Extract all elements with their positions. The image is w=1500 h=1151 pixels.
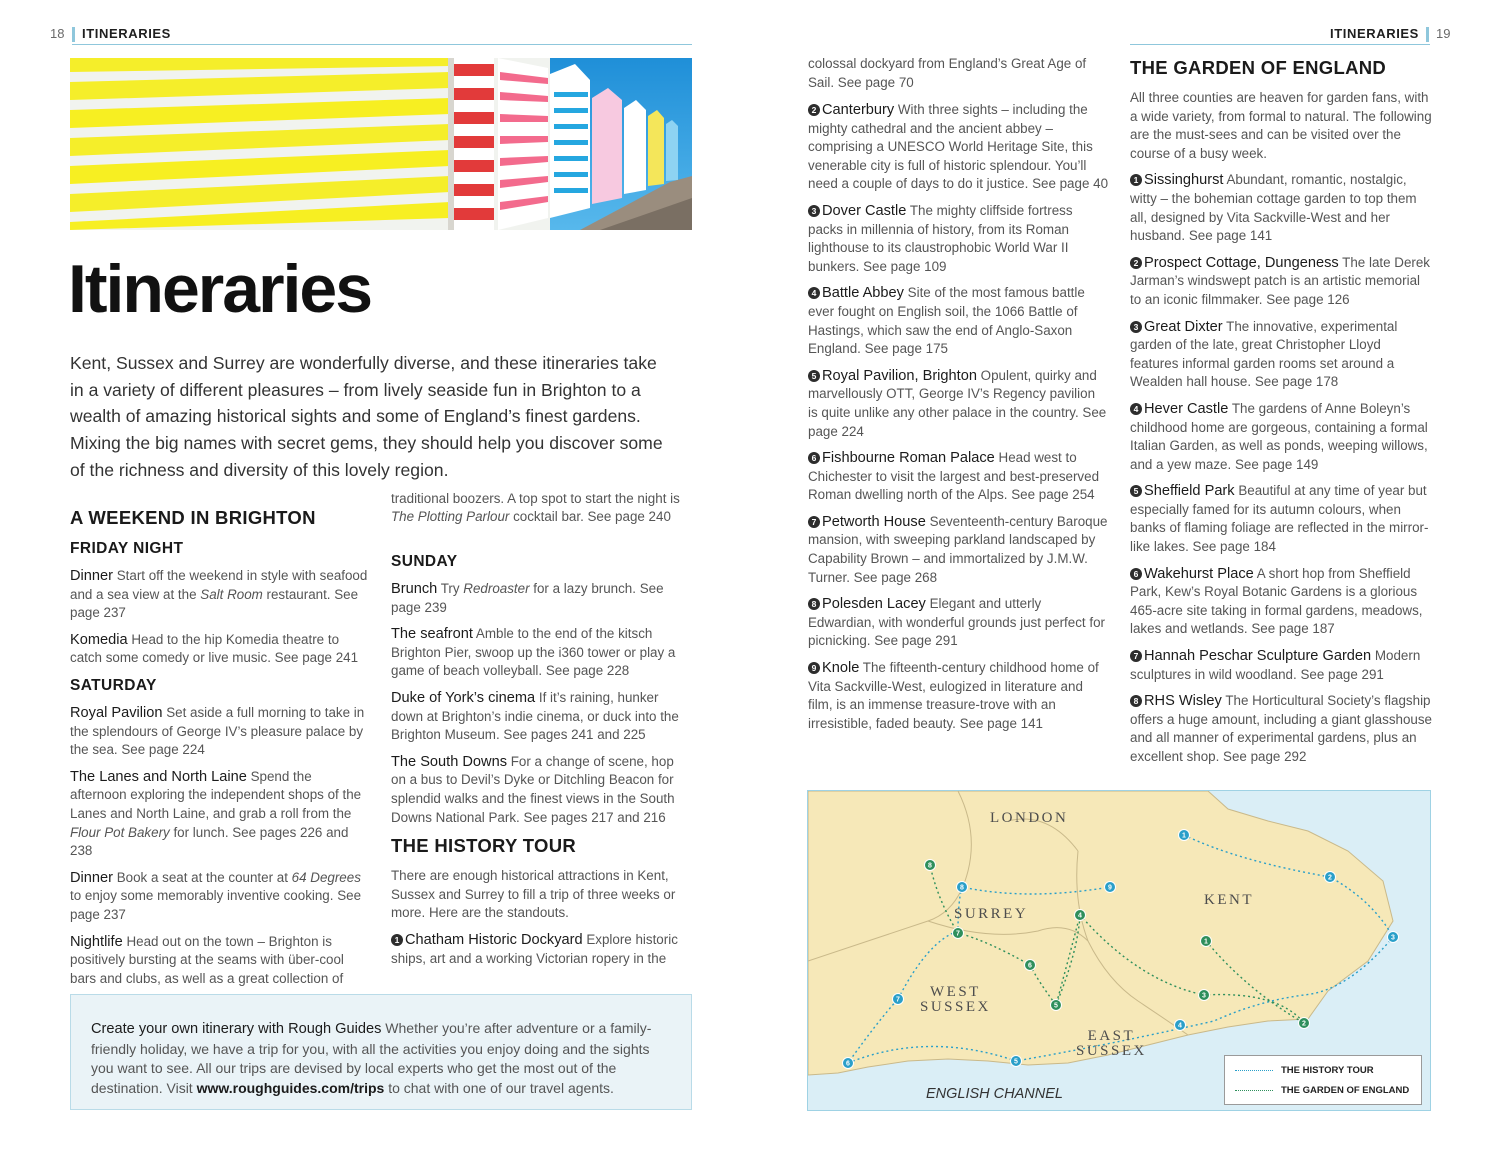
history-heading: THE HISTORY TOUR [391,835,577,857]
legend-garden-label: THE GARDEN OF ENGLAND [1281,1085,1410,1096]
weekend-heading: A WEEKEND IN BRIGHTON [70,507,316,528]
garden-item: 5 Sheffield Park Beautiful at any time of year but especially famed for its autumn colours, when banks of flaming foliage are reflected in the mirror-like lakes. See page 184 [1130,483,1429,555]
legend-history-label: THE HISTORY TOUR [1281,1065,1374,1076]
garden-item: 6 Wakehurst Place A short hop from Sheffield Park, Kew’s Royal Botanic Gardens is a glorious 465-acre site taking in formal gardens, meadows, lakes and wetlands. See page 187 [1130,565,1423,637]
map-legend [1224,1055,1422,1105]
sunday-heading: SUNDAY [391,553,458,570]
history-item: 2 Canterbury With three sights – including the mighty cathedral and the ancient abbey – comprising a UNESCO World Heritage Site, this venerable city is full of historic splendour. You’ll need a couple of days to do it justice. See page 40 [808,102,1109,192]
header-rule [72,44,692,45]
svg-text:4: 4 [1178,1022,1182,1030]
map-label-london: LONDON [990,810,1069,826]
intro-paragraph: Kent, Sussex and Surrey are wonderfully diverse, and these itineraries take in a variety of different pleasures – from lively seaside fun in Brighton to a wealth of amazing historical sights and some of England’s finest gardens. Mixing the big names with secret gems, they should help you discover some of the richness and diversity of this lovely region. [70,353,663,480]
legend-garden [1235,1085,1409,1096]
weekend-item: Royal Pavilion Set aside a full morning to take in the splendours of George IV’s pleasure palace by the sea. See page 224 [70,704,365,758]
friday-heading: FRIDAY NIGHT [70,540,184,557]
garden-item: 4 Hever Castle The gardens of Anne Boleyn’s childhood home are gorgeous, containing a formal Italian Garden, as well as ponds, weeping willows, and a yew maze. See page 149 [1130,400,1428,472]
itinerary-map [807,790,1431,1111]
garden-item: 8 RHS Wisley The Horticultural Society’s flagship offers a huge amount, including a giant glasshouse and all manner of experimental gardens, plus an excellent shop. See page 292 [1130,693,1432,764]
history-item: 3 Dover Castle The mighty cliffside fortress packs in millennia of history, from its Roman lighthouse to its claustrophobic World War II bunkers. See page 109 [808,202,1073,274]
saturday-heading: SATURDAY [70,676,157,694]
weekend-item: Dinner Book a seat at the counter at 64 Degrees to enjoy some memorably inventive cooking. See page 237 [70,869,362,922]
running-head: ITINERARIES [1330,26,1419,41]
right-page [750,0,1500,1151]
promo-text: Whether you’re after adventure or a family-friendly holiday, we have a trip for you, with all the activities you enjoy doing and the sights you want to see. All our trips are devised by local experts who get the most out of the destination. Visit [91,1020,652,1096]
page-number: 18 [50,26,65,41]
weekend-item-continued: traditional boozers. A top spot to start the night is The Plotting Parlour cocktail bar. See page 240 [391,490,680,525]
header-tick [1426,27,1429,42]
legend-history-line [1235,1070,1273,1071]
svg-text:9: 9 [1108,884,1112,892]
page-title: Itineraries [68,251,372,327]
svg-text:5: 5 [1014,1058,1018,1066]
weekend-item: Nightlife Head out on the town – Brighton is positively bursting at the seams with über-cool bars and clubs, as well as a great collection of [70,933,344,986]
promo-box [70,994,692,1110]
garden-column [1130,55,1432,775]
promo-lead: Create your own itinerary with Rough Guides [91,1021,382,1037]
svg-text:3: 3 [1391,934,1395,942]
weekend-column-1 [70,505,370,997]
svg-text:1: 1 [1204,938,1208,946]
garden-heading: THE GARDEN OF ENGLAND [1130,57,1387,78]
svg-text:8: 8 [960,884,964,892]
promo-link[interactable]: www.roughguides.com/trips [196,1079,385,1096]
svg-text:7: 7 [956,930,960,938]
history-item-continued: colossal dockyard from England’s Great Age of Sail. See page 70 [808,56,1087,90]
legend-garden-line [1235,1090,1273,1091]
page-number: 19 [1436,26,1451,41]
hero-photo-beach-huts [70,58,692,230]
weekend-item: Dinner Start off the weekend in style with seafood and a sea view at the Salt Room restaurant. See page 237 [70,568,368,621]
header-tick [72,27,75,42]
map-label-east-sussex: EAST SUSSEX [1076,1028,1147,1059]
garden-item: 1 Sissinghurst Abundant, romantic, nostalgic, witty – the bohemian cottage garden to top them all, designed by Vita Sackville-West and her husband. See page 141 [1130,172,1417,244]
weekend-item: Brunch Try Redroaster for a lazy brunch. See page 239 [391,581,664,615]
weekend-item: The Lanes and North Laine Spend the afternoon exploring the independent shops of the Lanes and North Laine, and grab a roll from the Flour Pot Bakery for lunch. See pages 226 and 238 [70,768,362,859]
map-label-channel: ENGLISH CHANNEL [926,1086,1063,1102]
weekend-column-2 [391,490,691,977]
garden-item: 3 Great Dixter The innovative, experimental garden of the late, great Christopher Lloyd features informal garden rooms set around a Wealden hall house. See page 178 [1130,318,1398,390]
weekend-item: Duke of York’s cinema If it’s raining, hunker down at Brighton’s indie cinema, or duck into the Brighton Museum. See pages 241 and 225 [391,689,679,743]
svg-text:5: 5 [1054,1002,1058,1010]
history-item: 8 Polesden Lacey Elegant and utterly Edwardian, with wonderful grounds just perfect for picnicking. See page 291 [808,596,1105,649]
garden-item: 7 Hannah Peschar Sculpture Garden Modern sculptures in wild woodland. See page 291 [1130,648,1421,682]
map-label-kent: KENT [1204,892,1254,908]
weekend-item: Komedia Head to the hip Komedia theatre to catch some comedy or live music. See page 241 [70,631,359,666]
svg-text:2: 2 [1328,874,1332,882]
svg-text:1: 1 [1182,832,1186,840]
history-item: 4 Battle Abbey Site of the most famous battle ever fought on English soil, the 1066 Battle of Hastings, which saw the end of Anglo-Saxon England. See page 175 [808,285,1085,357]
weekend-item: The seafront Amble to the end of the kitsch Brighton Pier, swoop up the i360 tower or play a game of beach volleyball. See page 228 [391,626,676,679]
header-rule [1130,44,1430,45]
svg-text:2: 2 [1302,1020,1306,1028]
map-label-surrey: SURREY [954,906,1029,922]
legend-history [1235,1065,1374,1076]
svg-text:6: 6 [846,1060,850,1068]
svg-text:7: 7 [896,996,900,1004]
garden-item: 2 Prospect Cottage, Dungeness The late Derek Jarman’s windswept patch is an artistic memorial to an iconic filmmaker. See page 126 [1130,254,1431,307]
garden-intro: All three counties are heaven for garden fans, with a wide variety, from formal to natural. The following are the must-sees and can be visited over the course of a busy week. [1130,90,1432,161]
history-item: 7 Petworth House Seventeenth-century Baroque mansion, with sweeping parkland landscaped by Capability Brown – and immortalized by J.M.W. Turner. See page 268 [808,513,1108,585]
svg-text:4: 4 [1078,912,1082,920]
history-item: 9 Knole The fifteenth-century childhood home of Vita Sackville-West, eulogized in literature and film, is an immense treasure-trove with an irresistible, faded beauty. See page 141 [808,660,1099,731]
svg-text:6: 6 [1028,962,1032,970]
history-column [808,55,1108,741]
svg-text:8: 8 [928,862,932,870]
map-label-west-sussex: WEST SUSSEX [920,984,991,1015]
svg-text:3: 3 [1202,992,1206,1000]
history-item: 1 Chatham Historic Dockyard Explore historic ships, art and a working Victorian ropery in the [391,931,678,966]
promo-text-end: to chat with one of our travel agents. [384,1079,614,1096]
running-head: ITINERARIES [82,26,171,41]
history-item: 6 Fishbourne Roman Palace Head west to Chichester to visit the largest and best-preserved Roman dwelling north of the Alps. See page 254 [808,450,1100,503]
history-intro: There are enough historical attractions in Kent, Sussex and Surrey to fill a trip of three weeks or more. Here are the standouts. [391,868,676,921]
history-item: 5 Royal Pavilion, Brighton Opulent, quirky and marvellously OTT, George IV’s Regency pavilion is quite unlike any other palace in the country. See page 224 [808,367,1107,439]
weekend-item: The South Downs For a change of scene, hop on a bus to Devil’s Dyke or Ditchling Beacon for splendid walks and the finest views in the South Downs National Park. See pages 217 and 216 [391,753,675,825]
